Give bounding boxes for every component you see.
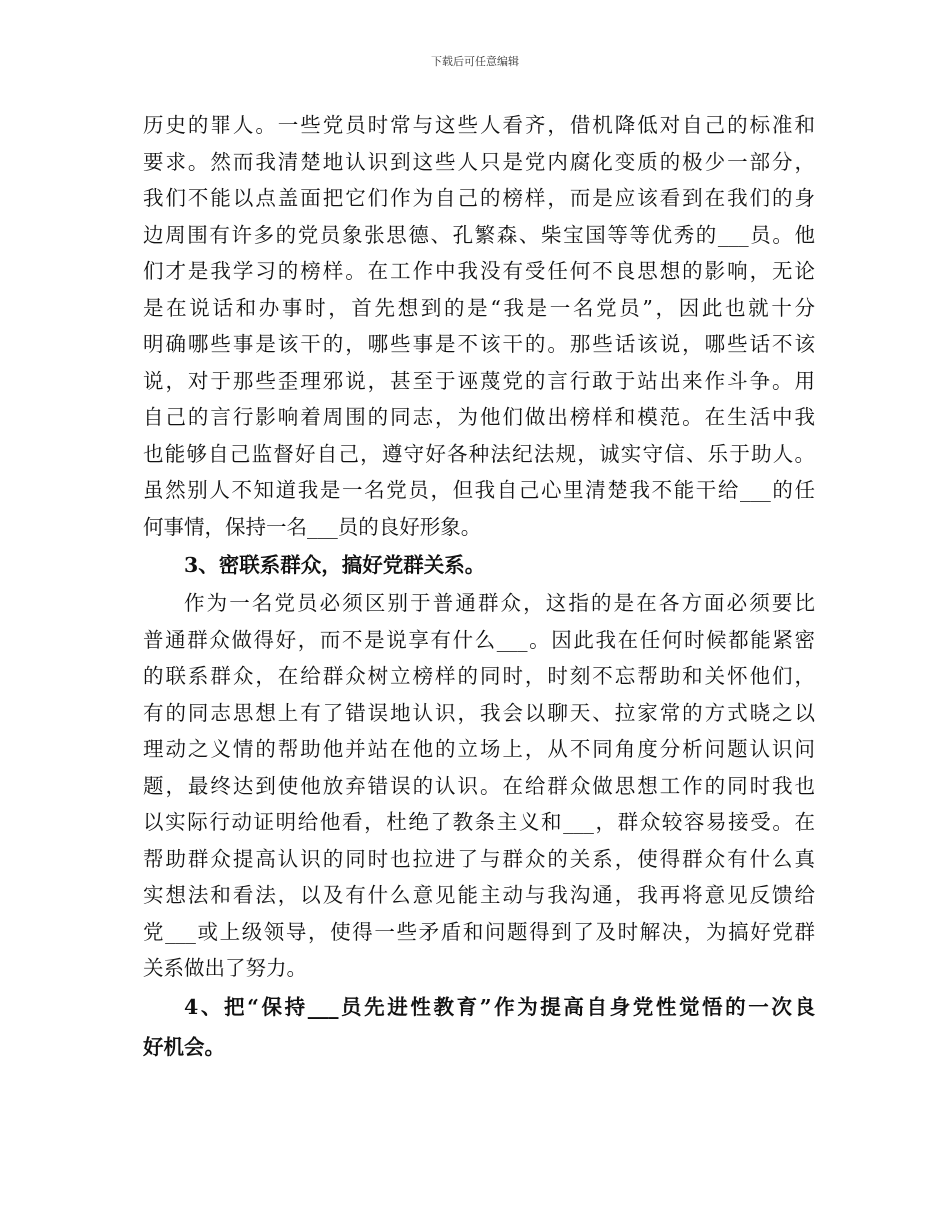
section-heading-4: 4、把“保持___员先进性教育”作为提高自身党性觉悟的一次良 <box>184 994 815 1019</box>
page-header: 下载后可任意编辑 <box>431 55 519 68</box>
text-line: 党___或上级领导，使得一些矛盾和问题得到了及时解决，为搞好党群 <box>143 919 815 944</box>
text-line: 有的同志思想上有了错误地认识，我会以聊天、拉家常的方式晓之以 <box>143 700 815 725</box>
document-body <box>143 107 815 1067</box>
text-line: 说，对于那些歪理邪说，甚至于诬蔑党的言行敢于站出来作斗争。用 <box>143 368 815 393</box>
text-line: 历史的罪人。一些党员时常与这些人看齐，借机降低对自己的标准和 <box>143 113 815 137</box>
text-line: 自己的言行影响着周围的同志，为他们做出榜样和模范。在生活中我 <box>143 405 815 429</box>
text-line: 虽然别人不知道我是一名党员，但我自己心里清楚我不能干给___的任 <box>143 478 815 502</box>
text-line: 边周围有许多的党员象张思德、孔繁森、柴宝国等等优秀的___员。他 <box>143 222 815 247</box>
text-line: 以实际行动证明给他看，杜绝了教条主义和___，群众较容易接受。在 <box>143 810 815 834</box>
text-line: 是在说话和办事时，首先想到的是“我是一名党员”，因此也就十分 <box>143 295 815 320</box>
text-line: 作为一名党员必须区别于普通群众，这指的是在各方面必须要比 <box>184 591 815 615</box>
section-heading-3: 3、密联系群众，搞好党群关系。 <box>184 553 486 577</box>
text-line: 实想法和看法，以及有什么意见能主动与我沟通，我再将意见反馈给 <box>143 883 815 907</box>
text-line: 也能够自己监督好自己，遵守好各种法纪法规，诚实守信、乐于助人。 <box>143 441 815 466</box>
text-line: 我们不能以点盖面把它们作为自己的榜样，而是应该看到在我们的身 <box>143 186 815 210</box>
text-line: 明确哪些事是该干的，哪些事是不该干的。那些话该说，哪些话不该 <box>143 332 815 356</box>
text-line: 普通群众做得好，而不是说享有什么___。因此我在任何时候都能紧密 <box>143 627 815 652</box>
text-line: 题，最终达到使他放弃错误的认识。在给群众做思想工作的同时我也 <box>143 773 815 798</box>
text-line: 帮助群众提高认识的同时也拉进了与群众的关系，使得群众有什么真 <box>143 846 815 871</box>
text-line: 何事情，保持一名___员的良好形象。 <box>143 514 482 539</box>
section-heading-4-cont: 好机会。 <box>143 1034 225 1059</box>
text-line: 关系做出了努力。 <box>143 956 307 980</box>
text-line: 的联系群众，在给群众树立榜样的同时，时刻不忘帮助和关怀他们， <box>143 664 815 688</box>
text-line: 要求。然而我清楚地认识到这些人只是党内腐化变质的极少一部分， <box>143 149 815 174</box>
text-line: 理动之义情的帮助他并站在他的立场上，从不同角度分析问题认识问 <box>143 737 815 761</box>
text-line: 们才是我学习的榜样。在工作中我没有受任何不良思想的影响，无论 <box>143 259 815 283</box>
